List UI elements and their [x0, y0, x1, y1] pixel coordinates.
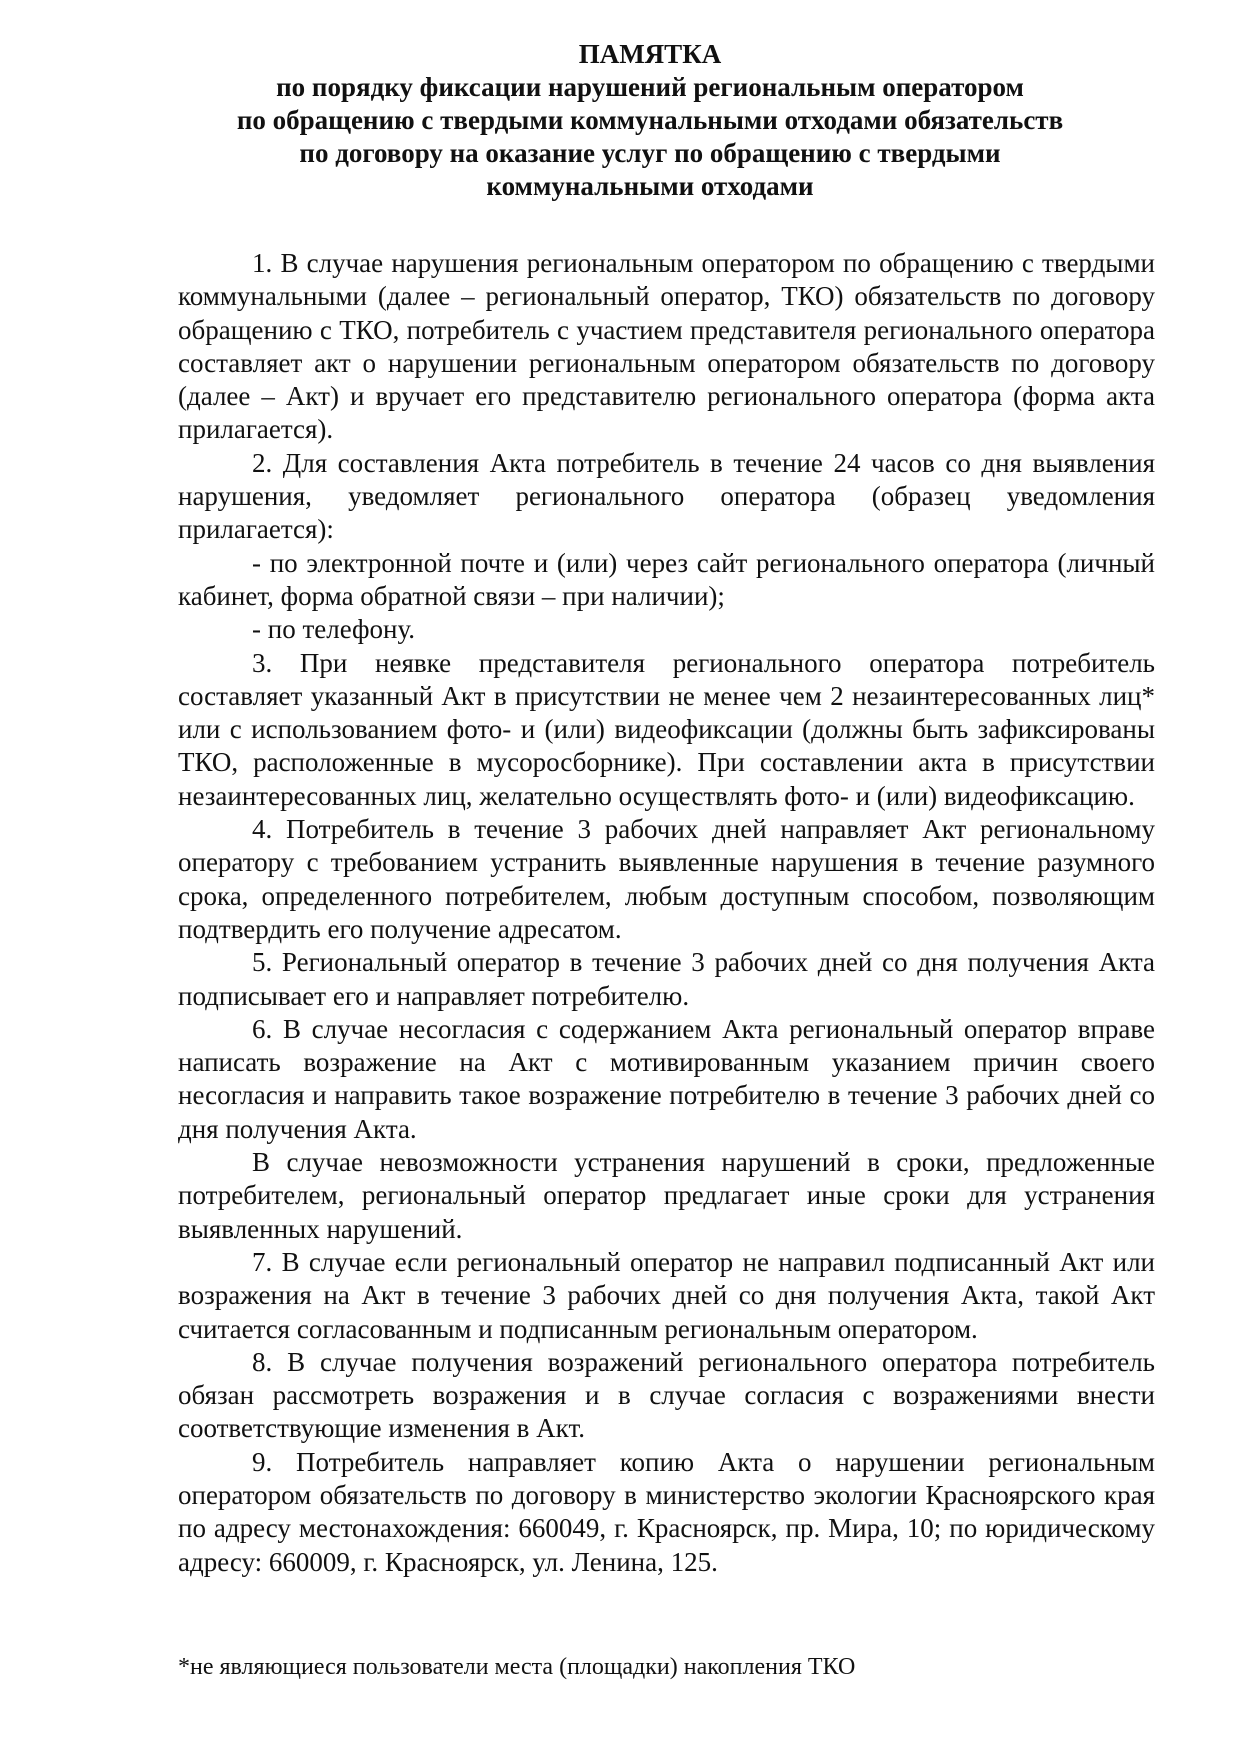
- document-body: [178, 247, 1155, 1579]
- paragraph-1: 1. В случае нарушения региональным оператором по обращению с твердыми коммунальными (далее – региональный оператор, ТКО) обязательств по договору обращению с ТКО, потребитель с участием представителя регионального оператора составляет акт о нарушении региональным оператором обязательств по договору (далее – Акт) и вручает его представителю регионального оператора (форма акта прилагается).: [178, 248, 1155, 445]
- subtitle-line-4: коммунальными отходами: [486, 171, 814, 201]
- paragraph-6-continuation: В случае невозможности устранения нарушений в сроки, предложенные потребителем, региональный оператор предлагает иные сроки для устранения выявленных нарушений.: [178, 1147, 1155, 1244]
- subtitle-line-3: по договору на оказание услуг по обращению с твердыми: [299, 138, 1001, 168]
- paragraph-2: 2. Для составления Акта потребитель в течение 24 часов со дня выявления нарушения, уведомляет регионального оператора (образец уведомления прилагается):: [178, 447, 1155, 545]
- paragraph-3: 3. При неявке представителя регионального оператора потребитель составляет указанный Акт в присутствии не менее чем 2 незаинтересованных лиц* или с использованием фото- и (или) видеофиксации (должны быть зафиксированы ТКО, расположенные в мусоросборнике). При составлении акта в присутствии незаинтересованных лиц, желательно осуществлять фото- и (или) видеофиксацию.: [178, 647, 1155, 811]
- paragraph-5: 5. Региональный оператор в течение 3 рабочих дней со дня получения Акта подписывает его и направляет потребителю.: [178, 947, 1155, 1011]
- subtitle-line-2: по обращению с твердыми коммунальными отходами обязательств: [236, 105, 1064, 135]
- subtitle-line-1: по порядку фиксации нарушений региональным оператором: [276, 72, 1024, 102]
- document-header: [150, 38, 1150, 203]
- paragraph-4: 4. Потребитель в течение 3 рабочих дней направляет Акт региональному оператору с требованием устранить выявленные нарушения в течение разумного срока, определенного потребителем, любым доступным способом, позволяющим подтвердить его получение адресатом.: [178, 814, 1155, 944]
- document-title: ПАМЯТКА: [578, 39, 722, 69]
- paragraph-8: 8. В случае получения возражений регионального оператора потребитель обязан рассмотреть возражения и в случае согласия с возражениями внести соответствующие изменения в Акт.: [178, 1346, 1155, 1444]
- paragraph-2-phone-option: - по телефону.: [252, 614, 416, 645]
- paragraph-7: 7. В случае если региональный оператор не направил подписанный Акт или возражения на Акт в течение 3 рабочих дней со дня получения Акта, такой Акт считается согласованным и подписанным региональным оператором.: [178, 1246, 1155, 1344]
- paragraph-2-email-option: - по электронной почте и (или) через сайт регионального оператора (личный кабинет, форма обратной связи – при наличии);: [178, 547, 1155, 611]
- paragraph-6: 6. В случае несогласия с содержанием Акта региональный оператор вправе написать возражение на Акт с мотивированным указанием причин своего несогласия и направить такое возражение потребителю в течение 3 рабочих дней со дня получения Акта.: [178, 1013, 1155, 1144]
- footnote: *не являющиеся пользователи места (площадки) накопления ТКО: [178, 1654, 856, 1680]
- paragraph-9: 9. Потребитель направляет копию Акта о нарушении региональным оператором обязательств по договору в министерство экологии Красноярского края по адресу местонахождения: 660049, г. Красноярск, пр. Мира, 10; по юридическому адресу: 660009, г. Красноярск, ул. Ленина, 125.: [178, 1446, 1155, 1577]
